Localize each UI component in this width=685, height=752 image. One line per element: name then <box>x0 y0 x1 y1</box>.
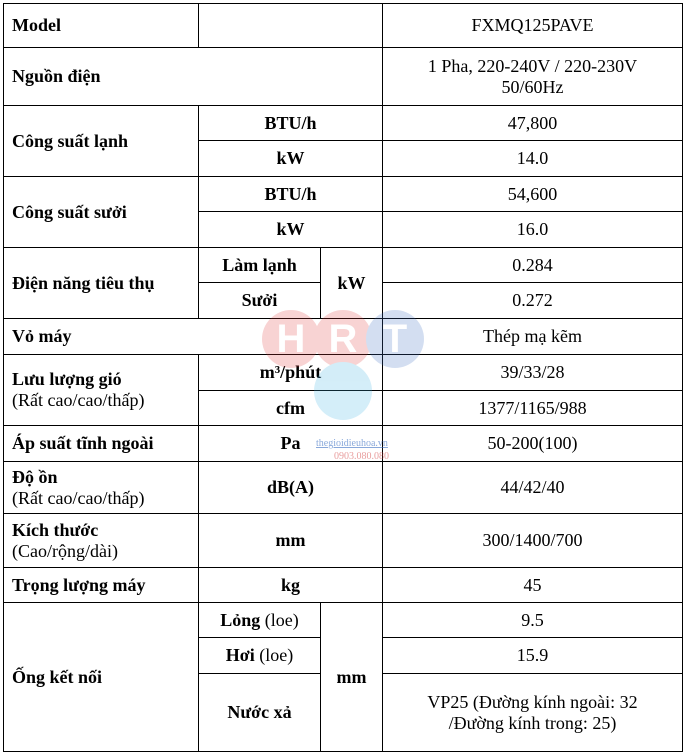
piping-liquid-label <box>199 603 321 638</box>
row-piping-liquid <box>4 603 683 638</box>
piping-label: Ống kết nối <box>4 603 199 752</box>
noise-unit: dB(A) <box>199 462 383 514</box>
model-label: Model <box>4 4 199 48</box>
noise-value: 44/42/40 <box>383 462 683 514</box>
power-value-line2: 50/60Hz <box>501 76 564 97</box>
dimensions-label-cell <box>4 514 199 568</box>
airflow-unit-m3: m³/phút <box>199 355 383 391</box>
static-pressure-value: 50-200(100) <box>383 426 683 462</box>
piping-unit: mm <box>321 603 383 752</box>
piping-liquid-note: (loe) <box>260 609 299 630</box>
consumption-mode-heat: Sưởi <box>199 283 321 319</box>
airflow-sublabel: (Rất cao/cao/thấp) <box>12 390 145 410</box>
watermark-letter-t: T <box>366 310 424 368</box>
watermark-letter-r: R <box>314 310 372 368</box>
cooling-label: Công suất lạnh <box>4 106 199 177</box>
watermark-letter-h: H <box>262 310 320 368</box>
heating-unit-kw: kW <box>199 212 383 248</box>
casing-label: Vỏ máy <box>4 319 383 355</box>
dimensions-unit: mm <box>199 514 383 568</box>
power-value-line1: 1 Pha, 220-240V / 220-230V <box>427 55 638 76</box>
consumption-mode-cool: Làm lạnh <box>199 248 321 283</box>
row-cooling-btu <box>4 106 683 141</box>
airflow-label-cell <box>4 355 199 426</box>
consumption-label: Điện năng tiêu thụ <box>4 248 199 319</box>
cooling-value-btu: 47,800 <box>383 106 683 141</box>
casing-value: Thép mạ kẽm <box>383 319 683 355</box>
piping-gas-name: Hơi <box>225 645 255 665</box>
row-consumption-cool <box>4 248 683 283</box>
piping-gas-value: 15.9 <box>383 638 683 674</box>
weight-label: Trọng lượng máy <box>4 568 199 603</box>
row-airflow-m3 <box>4 355 683 391</box>
power-label: Nguồn điện <box>4 48 383 106</box>
dimensions-label: Kích thước <box>12 519 99 540</box>
static-pressure-unit: Pa <box>199 426 383 462</box>
row-heating-btu <box>4 177 683 212</box>
row-dimensions <box>4 514 683 568</box>
airflow-value-m3: 39/33/28 <box>383 355 683 391</box>
watermark-phone: 0903.080.080 <box>334 451 389 462</box>
weight-value: 45 <box>383 568 683 603</box>
model-value: FXMQ125PAVE <box>383 4 683 48</box>
empty-cell <box>199 4 383 48</box>
consumption-value-heat: 0.272 <box>383 283 683 319</box>
dimensions-sublabel: (Cao/rộng/dài) <box>12 540 118 561</box>
consumption-value-cool: 0.284 <box>383 248 683 283</box>
piping-liquid-name: Lỏng <box>220 609 261 630</box>
heating-label: Công suất sưởi <box>4 177 199 248</box>
heating-value-btu: 54,600 <box>383 177 683 212</box>
piping-drain-value <box>383 674 683 752</box>
row-noise <box>4 462 683 514</box>
piping-gas-note: (loe) <box>254 645 294 665</box>
cooling-value-kw: 14.0 <box>383 141 683 177</box>
piping-drain-label: Nước xả <box>199 674 321 752</box>
dimensions-value: 300/1400/700 <box>383 514 683 568</box>
spec-table <box>3 3 683 752</box>
heating-value-kw: 16.0 <box>383 212 683 248</box>
piping-gas-label <box>199 638 321 674</box>
noise-label: Độ ồn <box>12 466 58 487</box>
noise-label-cell <box>4 462 199 514</box>
row-casing <box>4 319 683 355</box>
piping-drain-line2: /Đường kính trong: 25) <box>448 712 617 733</box>
watermark-url: thegioidieuhoa.vn <box>316 438 388 449</box>
row-model <box>4 4 683 48</box>
power-value <box>383 48 683 106</box>
cooling-unit-kw: kW <box>199 141 383 177</box>
cooling-unit-btu: BTU/h <box>199 106 383 141</box>
consumption-unit: kW <box>321 248 383 319</box>
noise-sublabel: (Rất cao/cao/thấp) <box>12 487 145 508</box>
static-pressure-label: Áp suất tĩnh ngoài <box>4 426 199 462</box>
airflow-unit-cfm: cfm <box>199 391 383 426</box>
airflow-label: Lưu lượng gió <box>12 369 122 389</box>
weight-unit: kg <box>199 568 383 603</box>
row-weight <box>4 568 683 603</box>
piping-liquid-value: 9.5 <box>383 603 683 638</box>
heating-unit-btu: BTU/h <box>199 177 383 212</box>
row-power <box>4 48 683 106</box>
piping-drain-line1: VP25 (Đường kính ngoài: 32 <box>427 691 638 712</box>
airflow-value-cfm: 1377/1165/988 <box>383 391 683 426</box>
